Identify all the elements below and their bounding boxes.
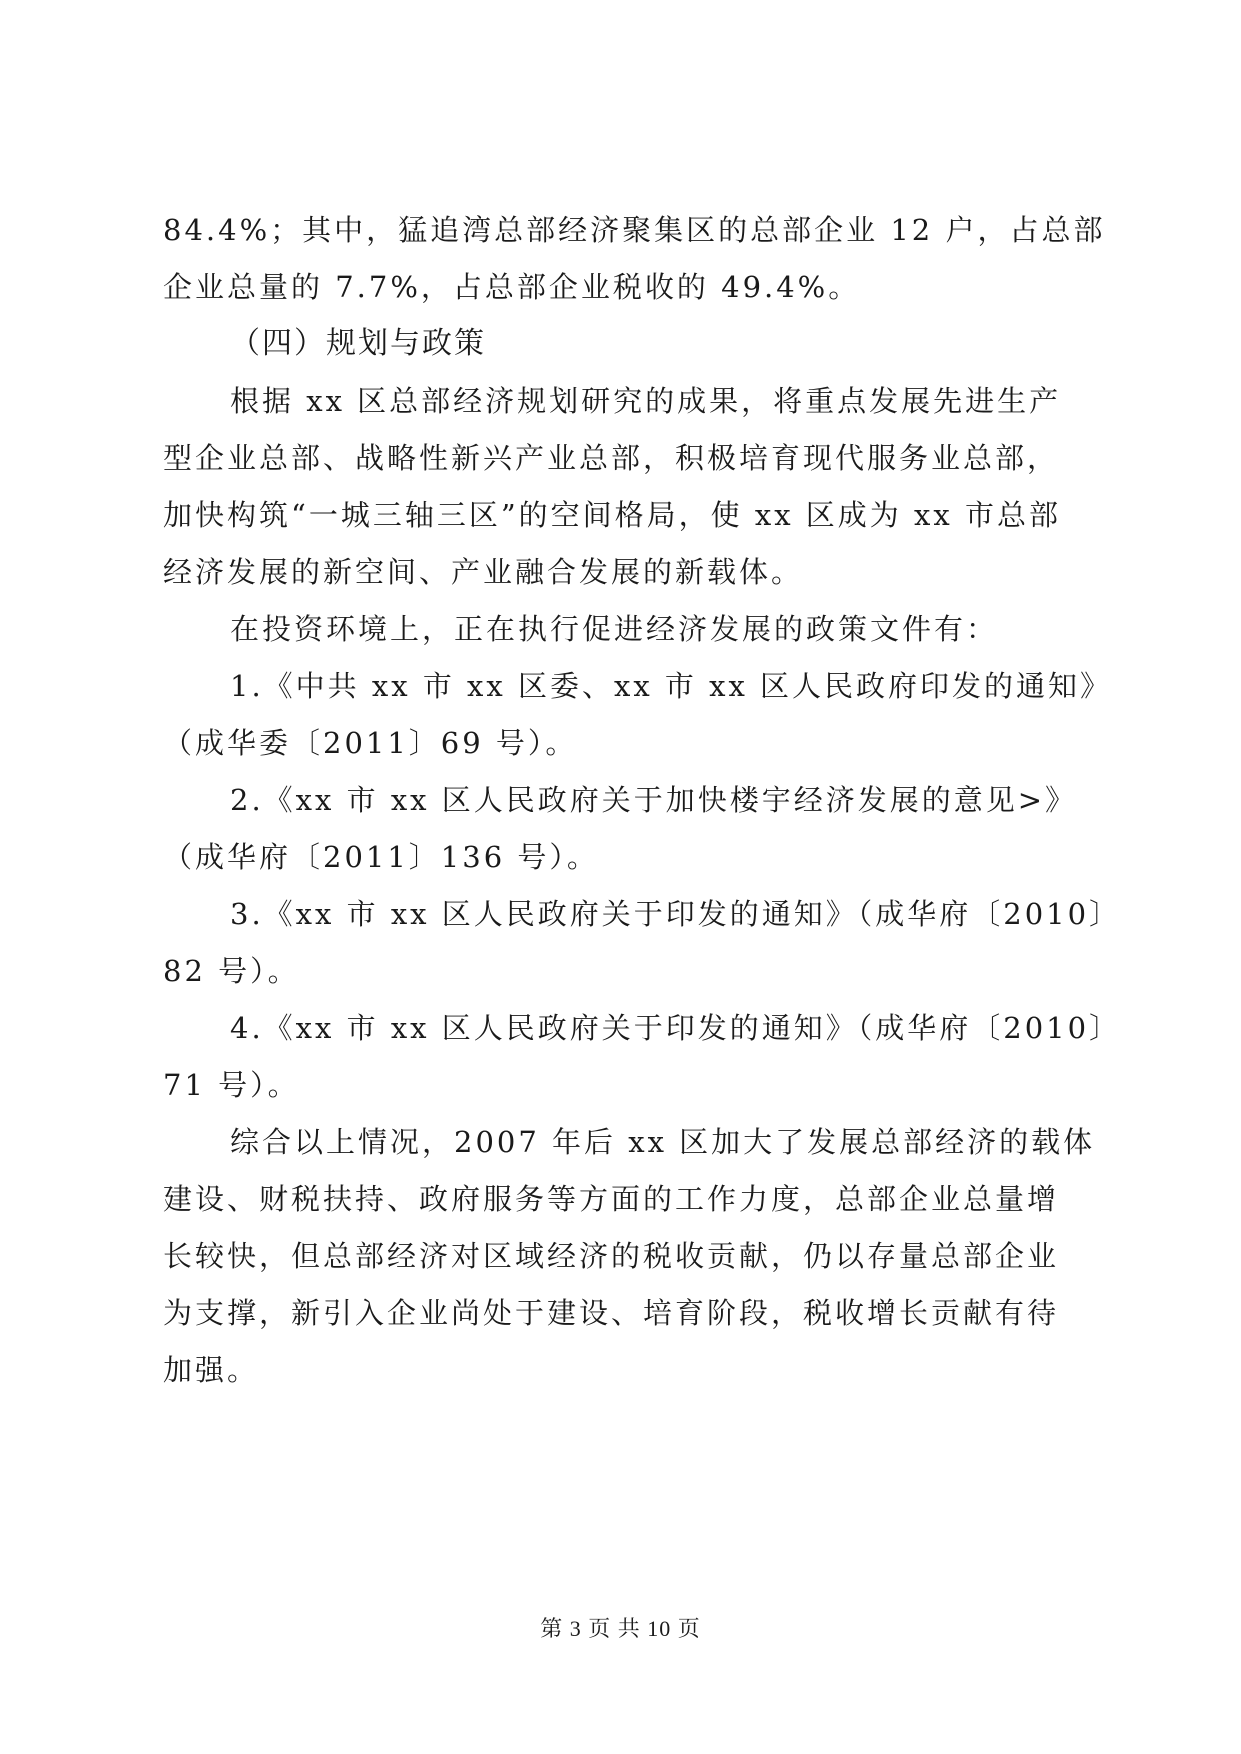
body-text-line: 经济发展的新空间、产业融合发展的新载体。 [163, 555, 804, 589]
list-item-4-ref: 71 号）。 [163, 1068, 300, 1102]
body-text-line: 在投资环境上，正在执行促进经济发展的政策文件有： [230, 612, 999, 646]
body-text-line: 为支撑，新引入企业尚处于建设、培育阶段，税收增长贡献有待 [163, 1296, 1060, 1330]
body-text-line: 加强。 [163, 1353, 260, 1387]
body-text-line: 建设、财税扶持、政府服务等方面的工作力度，总部企业总量增 [163, 1182, 1060, 1216]
list-item-2-ref: （成华府〔2011〕136 号）。 [163, 840, 599, 874]
list-item-4: 4.《xx 市 xx 区人民政府关于印发的通知》（成华府〔2010〕 [230, 1011, 1122, 1045]
body-text-line: 长较快，但总部经济对区域经济的税收贡献，仍以存量总部企业 [163, 1239, 1060, 1273]
body-text-line: 加快构筑“一城三轴三区”的空间格局，使 xx 区成为 xx 市总部 [163, 498, 1061, 532]
body-text-line: 根据 xx 区总部经济规划研究的成果，将重点发展先进生产 [230, 384, 1062, 418]
list-item-3-ref: 82 号）。 [163, 954, 300, 988]
list-item-1-ref: （成华委〔2011〕69 号）。 [163, 726, 578, 760]
body-text-line: 84.4%；其中，猛追湾总部经济聚集区的总部企业 12 户，占总部 [163, 213, 1106, 247]
body-text-line: 型企业总部、战略性新兴产业总部，积极培育现代服务业总部， [163, 441, 1060, 475]
section-heading: （四）规划与政策 [230, 326, 486, 361]
body-text-line: 企业总量的 7.7%，占总部企业税收的 49.4%。 [163, 270, 861, 304]
list-item-1: 1.《中共 xx 市 xx 区委、xx 市 xx 区人民政府印发的通知》 [230, 669, 1113, 703]
list-item-2: 2.《xx 市 xx 区人民政府关于加快楼宇经济发展的意见>》 [230, 783, 1078, 817]
body-text-line: 综合以上情况，2007 年后 xx 区加大了发展总部经济的载体 [230, 1125, 1096, 1159]
list-item-3: 3.《xx 市 xx 区人民政府关于印发的通知》（成华府〔2010〕 [230, 897, 1122, 931]
page-number-footer: 第 3 页 共 10 页 [540, 1616, 701, 1641]
